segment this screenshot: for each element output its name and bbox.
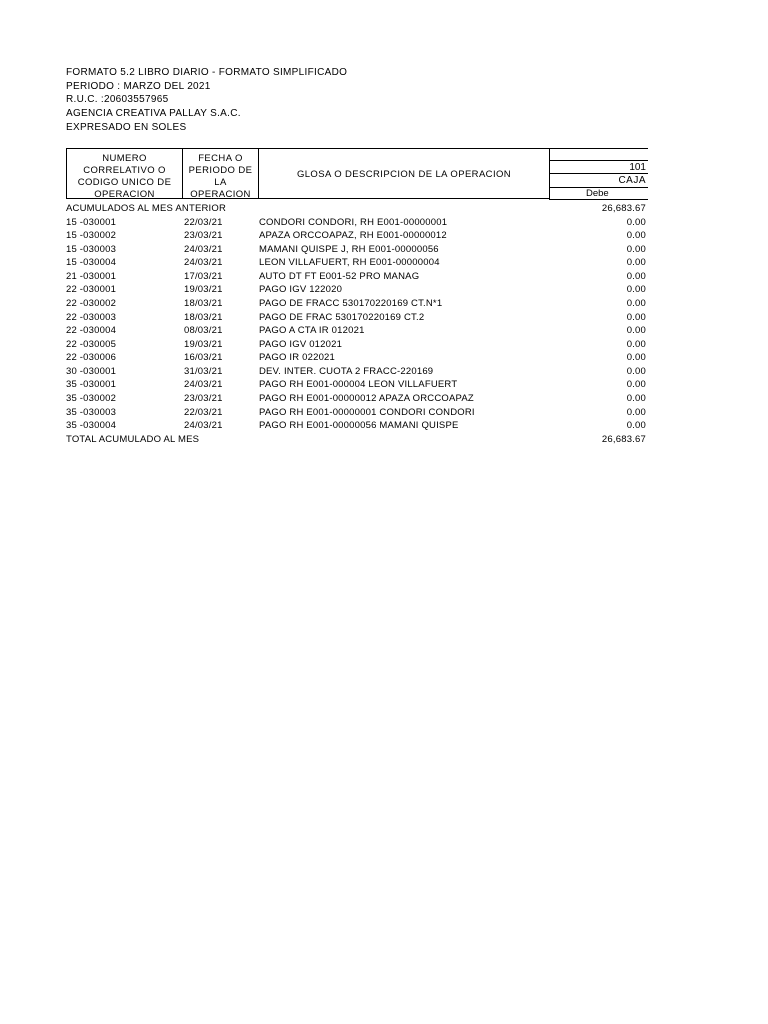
row-description: PAGO RH E001-000004 LEON VILLAFUERT bbox=[259, 379, 458, 390]
row-debe: 0.00 bbox=[626, 284, 646, 295]
row-description: PAGO DE FRACC 530170220169 CT.N*1 bbox=[259, 298, 443, 309]
row-debe: 0.00 bbox=[626, 230, 646, 241]
company-name: AGENCIA CREATIVA PALLAY S.A.C. bbox=[66, 108, 241, 119]
total-debe: 26,683.67 bbox=[601, 434, 646, 445]
row-description: PAGO RH E001-00000056 MAMANI QUISPE bbox=[259, 420, 459, 431]
row-number: 15 -030001 bbox=[66, 217, 117, 228]
row-number: 22 -030005 bbox=[66, 339, 117, 350]
row-number: 35 -030001 bbox=[66, 379, 117, 390]
row-date: 19/03/21 bbox=[184, 339, 223, 350]
account-col-bottom-border bbox=[549, 199, 648, 200]
row-description: MAMANI QUISPE J, RH E001-00000056 bbox=[259, 244, 439, 255]
row-debe: 0.00 bbox=[626, 217, 646, 228]
table-row bbox=[66, 351, 646, 364]
row-number: 15 -030002 bbox=[66, 230, 117, 241]
total-label: TOTAL ACUMULADO AL MES bbox=[66, 434, 200, 445]
opening-balance-debe: 26,683.67 bbox=[601, 203, 646, 214]
row-number: 15 -030003 bbox=[66, 244, 117, 255]
table-row bbox=[66, 283, 646, 296]
row-date: 22/03/21 bbox=[184, 217, 223, 228]
row-date: 17/03/21 bbox=[184, 271, 223, 282]
row-date: 24/03/21 bbox=[184, 420, 223, 431]
currency-line: EXPRESADO EN SOLES bbox=[66, 122, 187, 133]
account-name: CAJA bbox=[618, 175, 646, 186]
row-date: 18/03/21 bbox=[184, 298, 223, 309]
opening-balance-label: ACUMULADOS AL MES ANTERIOR bbox=[66, 203, 227, 214]
row-debe: 0.00 bbox=[626, 257, 646, 268]
account-col-line-2 bbox=[549, 173, 648, 174]
row-date: 31/03/21 bbox=[184, 366, 223, 377]
header-fecha-line-4: OPERACION bbox=[190, 189, 251, 200]
table-row bbox=[66, 392, 646, 405]
row-debe: 0.00 bbox=[626, 325, 646, 336]
row-debe: 0.00 bbox=[626, 244, 646, 255]
table-row bbox=[66, 365, 646, 378]
row-description: PAGO A CTA IR 012021 bbox=[259, 325, 365, 336]
table-row bbox=[66, 406, 646, 419]
row-description: PAGO IR 022021 bbox=[259, 352, 336, 363]
row-description: LEON VILLAFUERT, RH E001-00000004 bbox=[259, 257, 440, 268]
row-number: 15 -030004 bbox=[66, 257, 117, 268]
header-numero-line-1: NUMERO bbox=[102, 153, 147, 164]
row-description: PAGO DE FRAC 530170220169 CT.2 bbox=[259, 312, 425, 323]
header-numero-line-2: CORRELATIVO O bbox=[83, 165, 166, 176]
table-row bbox=[66, 243, 646, 256]
row-date: 23/03/21 bbox=[184, 393, 223, 404]
table-row bbox=[66, 216, 646, 229]
header-glosa: GLOSA O DESCRIPCION DE LA OPERACION bbox=[296, 169, 512, 180]
opening-balance-row bbox=[66, 202, 646, 215]
row-number: 35 -030002 bbox=[66, 393, 117, 404]
row-number: 22 -030004 bbox=[66, 325, 117, 336]
row-number: 35 -030004 bbox=[66, 420, 117, 431]
header-numero-line-4: OPERACION bbox=[94, 189, 155, 200]
row-description: APAZA ORCCOAPAZ, RH E001-00000012 bbox=[259, 230, 447, 241]
row-date: 24/03/21 bbox=[184, 244, 223, 255]
header-fecha-line-3: LA bbox=[214, 177, 227, 188]
row-description: AUTO DT FT E001-52 PRO MANAG bbox=[259, 271, 420, 282]
row-description: PAGO RH E001-00000001 CONDORI CONDORI bbox=[259, 407, 475, 418]
table-row bbox=[66, 324, 646, 337]
row-debe: 0.00 bbox=[626, 298, 646, 309]
row-description: PAGO RH E001-00000012 APAZA ORCCOAPAZ bbox=[259, 393, 474, 404]
row-number: 30 -030001 bbox=[66, 366, 117, 377]
row-debe: 0.00 bbox=[626, 271, 646, 282]
row-debe: 0.00 bbox=[626, 379, 646, 390]
table-row bbox=[66, 297, 646, 310]
header-cell-glosa bbox=[258, 148, 550, 199]
row-date: 16/03/21 bbox=[184, 352, 223, 363]
row-date: 19/03/21 bbox=[184, 284, 223, 295]
account-col-line-1 bbox=[549, 160, 648, 161]
table-row bbox=[66, 338, 646, 351]
table-row bbox=[66, 378, 646, 391]
header-cell-fecha bbox=[182, 148, 259, 199]
header-fecha-line-1: FECHA O bbox=[198, 153, 243, 164]
row-number: 22 -030006 bbox=[66, 352, 117, 363]
debe-header: Debe bbox=[586, 188, 609, 199]
row-description: PAGO IGV 122020 bbox=[259, 284, 343, 295]
row-date: 18/03/21 bbox=[184, 312, 223, 323]
row-number: 22 -030003 bbox=[66, 312, 117, 323]
row-number: 35 -030003 bbox=[66, 407, 117, 418]
row-debe: 0.00 bbox=[626, 366, 646, 377]
row-debe: 0.00 bbox=[626, 352, 646, 363]
row-description: PAGO IGV 012021 bbox=[259, 339, 343, 350]
row-number: 22 -030001 bbox=[66, 284, 117, 295]
ruc-line: R.U.C. :20603557965 bbox=[66, 94, 169, 105]
row-number: 21 -030001 bbox=[66, 271, 117, 282]
table-row bbox=[66, 229, 646, 242]
row-number: 22 -030002 bbox=[66, 298, 117, 309]
table-row bbox=[66, 256, 646, 269]
table-row bbox=[66, 311, 646, 324]
row-date: 24/03/21 bbox=[184, 257, 223, 268]
period-line: PERIODO : MARZO DEL 2021 bbox=[66, 81, 211, 92]
row-debe: 0.00 bbox=[626, 339, 646, 350]
header-numero-line-3: CODIGO UNICO DE bbox=[77, 177, 172, 188]
row-debe: 0.00 bbox=[626, 407, 646, 418]
account-col-top-border bbox=[549, 148, 648, 149]
row-debe: 0.00 bbox=[626, 393, 646, 404]
row-debe: 0.00 bbox=[626, 312, 646, 323]
row-date: 08/03/21 bbox=[184, 325, 223, 336]
header-cell-numero bbox=[66, 148, 183, 199]
header-fecha-line-2: PERIODO DE bbox=[188, 165, 253, 176]
row-date: 24/03/21 bbox=[184, 379, 223, 390]
report-title: FORMATO 5.2 LIBRO DIARIO - FORMATO SIMPLIFICADO bbox=[66, 67, 348, 78]
account-code: 101 bbox=[629, 162, 646, 173]
total-row bbox=[66, 433, 646, 446]
row-date: 23/03/21 bbox=[184, 230, 223, 241]
table-row bbox=[66, 419, 646, 432]
table-row bbox=[66, 270, 646, 283]
row-debe: 0.00 bbox=[626, 420, 646, 431]
row-description: CONDORI CONDORI, RH E001-00000001 bbox=[259, 217, 448, 228]
row-description: DEV. INTER. CUOTA 2 FRACC-220169 bbox=[259, 366, 434, 377]
row-date: 22/03/21 bbox=[184, 407, 223, 418]
